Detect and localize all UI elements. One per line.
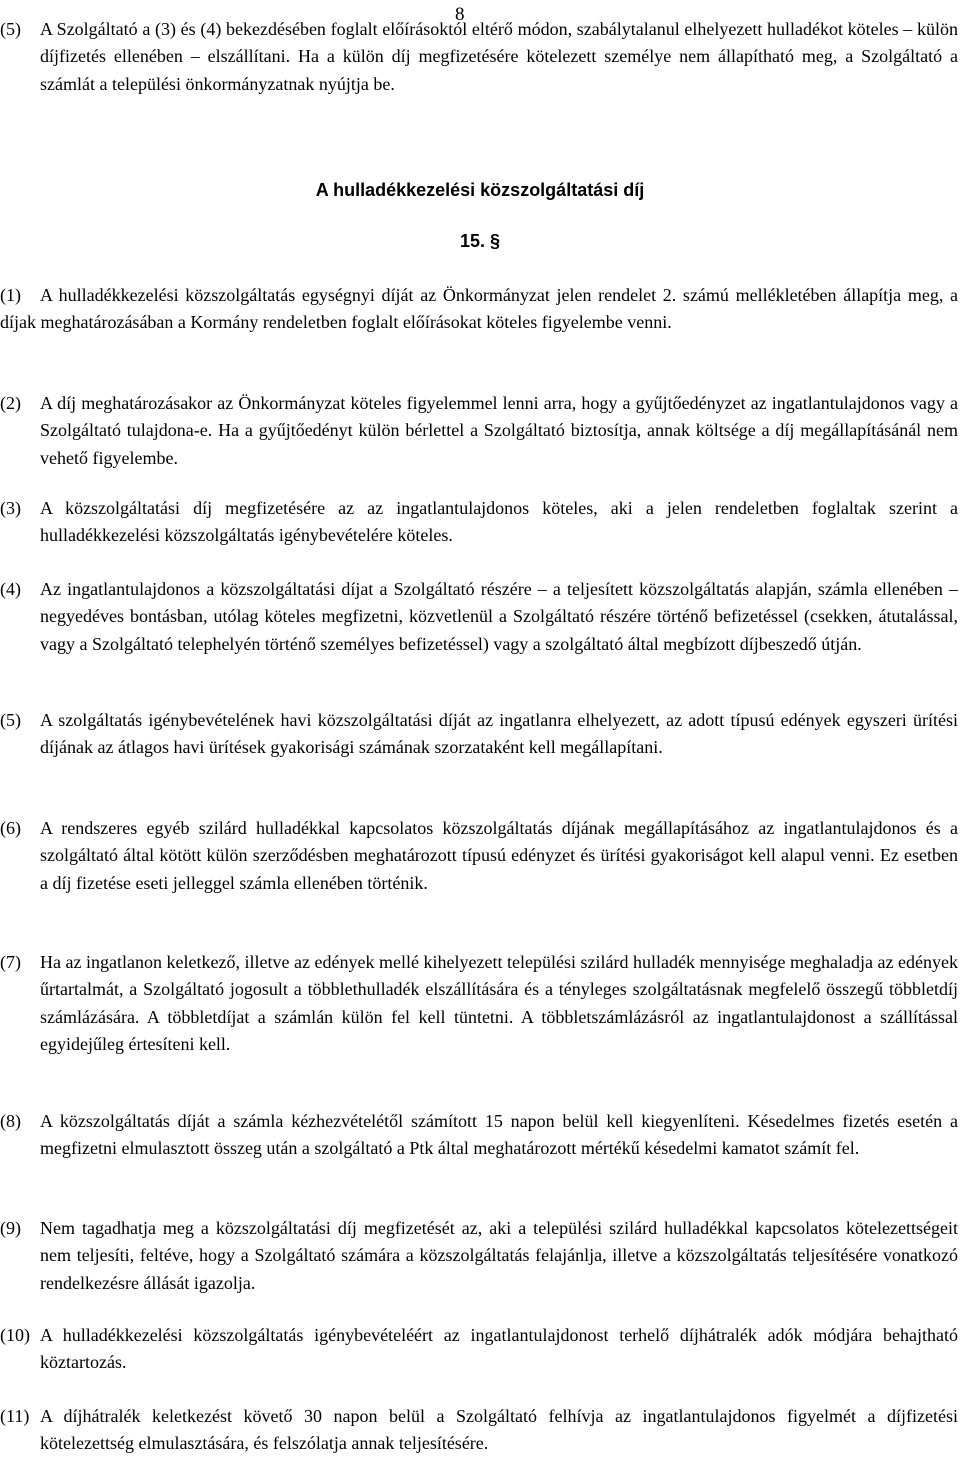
paragraph-number: (2) bbox=[0, 393, 21, 413]
page-number: 8 bbox=[455, 4, 465, 25]
paragraph-number: (8) bbox=[0, 1111, 21, 1131]
paragraph-2 bbox=[0, 390, 958, 472]
paragraph-3 bbox=[0, 495, 958, 550]
paragraph-7 bbox=[0, 949, 958, 1058]
paragraph-text: A díj meghatározásakor az Önkormányzat köteles figyelemmel lenni arra, hogy a gyűjtőedényzet az ingatlantulajdonos vagy a Szolgáltató tulajdona-e. Ha a gyűjtőedényt külön bérlettel a Szolgáltató biztosítja, annak költsége a díj megállapításánál nem vehető figyelembe. bbox=[40, 393, 958, 468]
paragraph-11 bbox=[0, 1403, 958, 1458]
paragraph-text: Ha az ingatlanon keletkező, illetve az edények mellé kihelyezett települési szilárd hulladék mennyisége meghaladja az edények űrtartalmát, a Szolgáltató jogosult a többlethulladék elszállítására és a tényleges szolgáltatásnak megfelelő összegű többletdíj számlázására. A többletdíjat a számlán külön fel kell tüntetni. A többletszámlázásról az ingatlantulajdonost a szállítással egyidejűleg értesíteni kell. bbox=[40, 952, 958, 1054]
paragraph-8 bbox=[0, 1108, 958, 1163]
paragraph-text: A közszolgáltatás díját a számla kézhezvételétől számított 15 napon belül kell kiegyenlíteni. Késedelmes fizetés esetén a megfizetni elmulasztott összeg után a szolgáltató a Ptk által meghatározott mértékű késedelmi kamatot számít fel. bbox=[40, 1111, 958, 1159]
section-number: 15. § bbox=[459, 231, 501, 251]
paragraph-text: A Szolgáltató a (3) és (4) bekezdésében foglalt előírásoktól eltérő módon, szabálytalanul elhelyezett hulladékot köteles – külön díjfizetés ellenében – elszállítani. Ha a külön díj megfizetésére kötelezett személye nem állapítható meg, a Szolgáltató a számlát a települési önkormányzatnak nyújtja be. bbox=[40, 19, 958, 94]
paragraph-text: A rendszeres egyéb szilárd hulladékkal kapcsolatos közszolgáltatás díjának megállapításához az ingatlantulajdonos és a szolgáltató által kötött külön szerződésben meghatározott típusú edényzet és ürítési gyakoriságot kell alapul venni. Ez esetben a díj fizetése eseti jelleggel számla ellenében történik. bbox=[40, 818, 958, 893]
paragraph-1 bbox=[0, 282, 958, 337]
paragraph-text: Az ingatlantulajdonos a közszolgáltatási díjat a Szolgáltató részére – a teljesített közszolgáltatás alapján, számla ellenében – negyedéves bontásban, utólag köteles megfizetni, közvetlenül a Szolgáltató részére történő befizetéssel (csekken, átutalással, vagy a Szolgáltató telephelyén történő személyes befizetéssel) vagy a szolgáltató által megbízott díjbeszedő útján. bbox=[40, 579, 958, 654]
paragraph-text: A szolgáltatás igénybevételének havi közszolgáltatási díját az ingatlanra elhelyezett, az adott típusú edények egyszeri ürítési díjának az átlagos havi ürítések gyakorisági számának szorzataként kell megállapítani. bbox=[40, 710, 958, 758]
paragraph-number: (9) bbox=[0, 1218, 21, 1238]
paragraph-5 bbox=[0, 707, 958, 762]
paragraph-number: (7) bbox=[0, 952, 21, 972]
paragraph-text: Nem tagadhatja meg a közszolgáltatási díj megfizetését az, aki a települési szilárd hulladékkal kapcsolatos kötelezettségeit nem teljesíti, feltéve, hogy a Szolgáltató számára a közszolgáltatás felajánlja, illetve a közszolgáltatás teljesítésére vonatkozó rendelkezésre állását igazolja. bbox=[40, 1218, 958, 1293]
paragraph-text: A díjhátralék keletkezést követő 30 napon belül a Szolgáltató felhívja az ingatlantulajdonos figyelmét a díjfizetési kötelezettség elmulasztására, és felszólatja annak teljesítésére. bbox=[40, 1406, 958, 1454]
paragraph-6 bbox=[0, 815, 958, 897]
paragraph-number: (11) bbox=[0, 1406, 30, 1426]
paragraph-text: A hulladékkezelési közszolgáltatás igénybevételéért az ingatlantulajdonost terhelő díjhátralék adók módjára behajtható köztartozás. bbox=[40, 1325, 958, 1373]
paragraph-9 bbox=[0, 1215, 958, 1297]
paragraph-4 bbox=[0, 576, 958, 658]
section-title: A hulladékkezelési közszolgáltatási díj bbox=[315, 180, 645, 200]
paragraph-text: A közszolgáltatási díj megfizetésére az az ingatlantulajdonos köteles, aki a jelen rendeletben foglaltak szerint a hulladékkezelési közszolgáltatás igénybevételére köteles. bbox=[40, 498, 958, 546]
paragraph-5-intro bbox=[0, 16, 958, 98]
paragraph-text: A hulladékkezelési közszolgáltatás egységnyi díját az Önkormányzat jelen rendelet 2. számú mellékletében állapítja meg, a díjak meghatározásában a Kormány rendeletben foglalt előírásokat köteles figyelembe venni. bbox=[0, 285, 958, 333]
paragraph-number: (6) bbox=[0, 818, 21, 838]
paragraph-number: (5) bbox=[0, 710, 21, 730]
paragraph-number: (5) bbox=[0, 19, 21, 39]
paragraph-number: (10) bbox=[0, 1325, 30, 1345]
paragraph-number: (3) bbox=[0, 498, 21, 518]
paragraph-number: (1) bbox=[0, 285, 21, 305]
paragraph-number: (4) bbox=[0, 579, 21, 599]
paragraph-10 bbox=[0, 1322, 958, 1377]
